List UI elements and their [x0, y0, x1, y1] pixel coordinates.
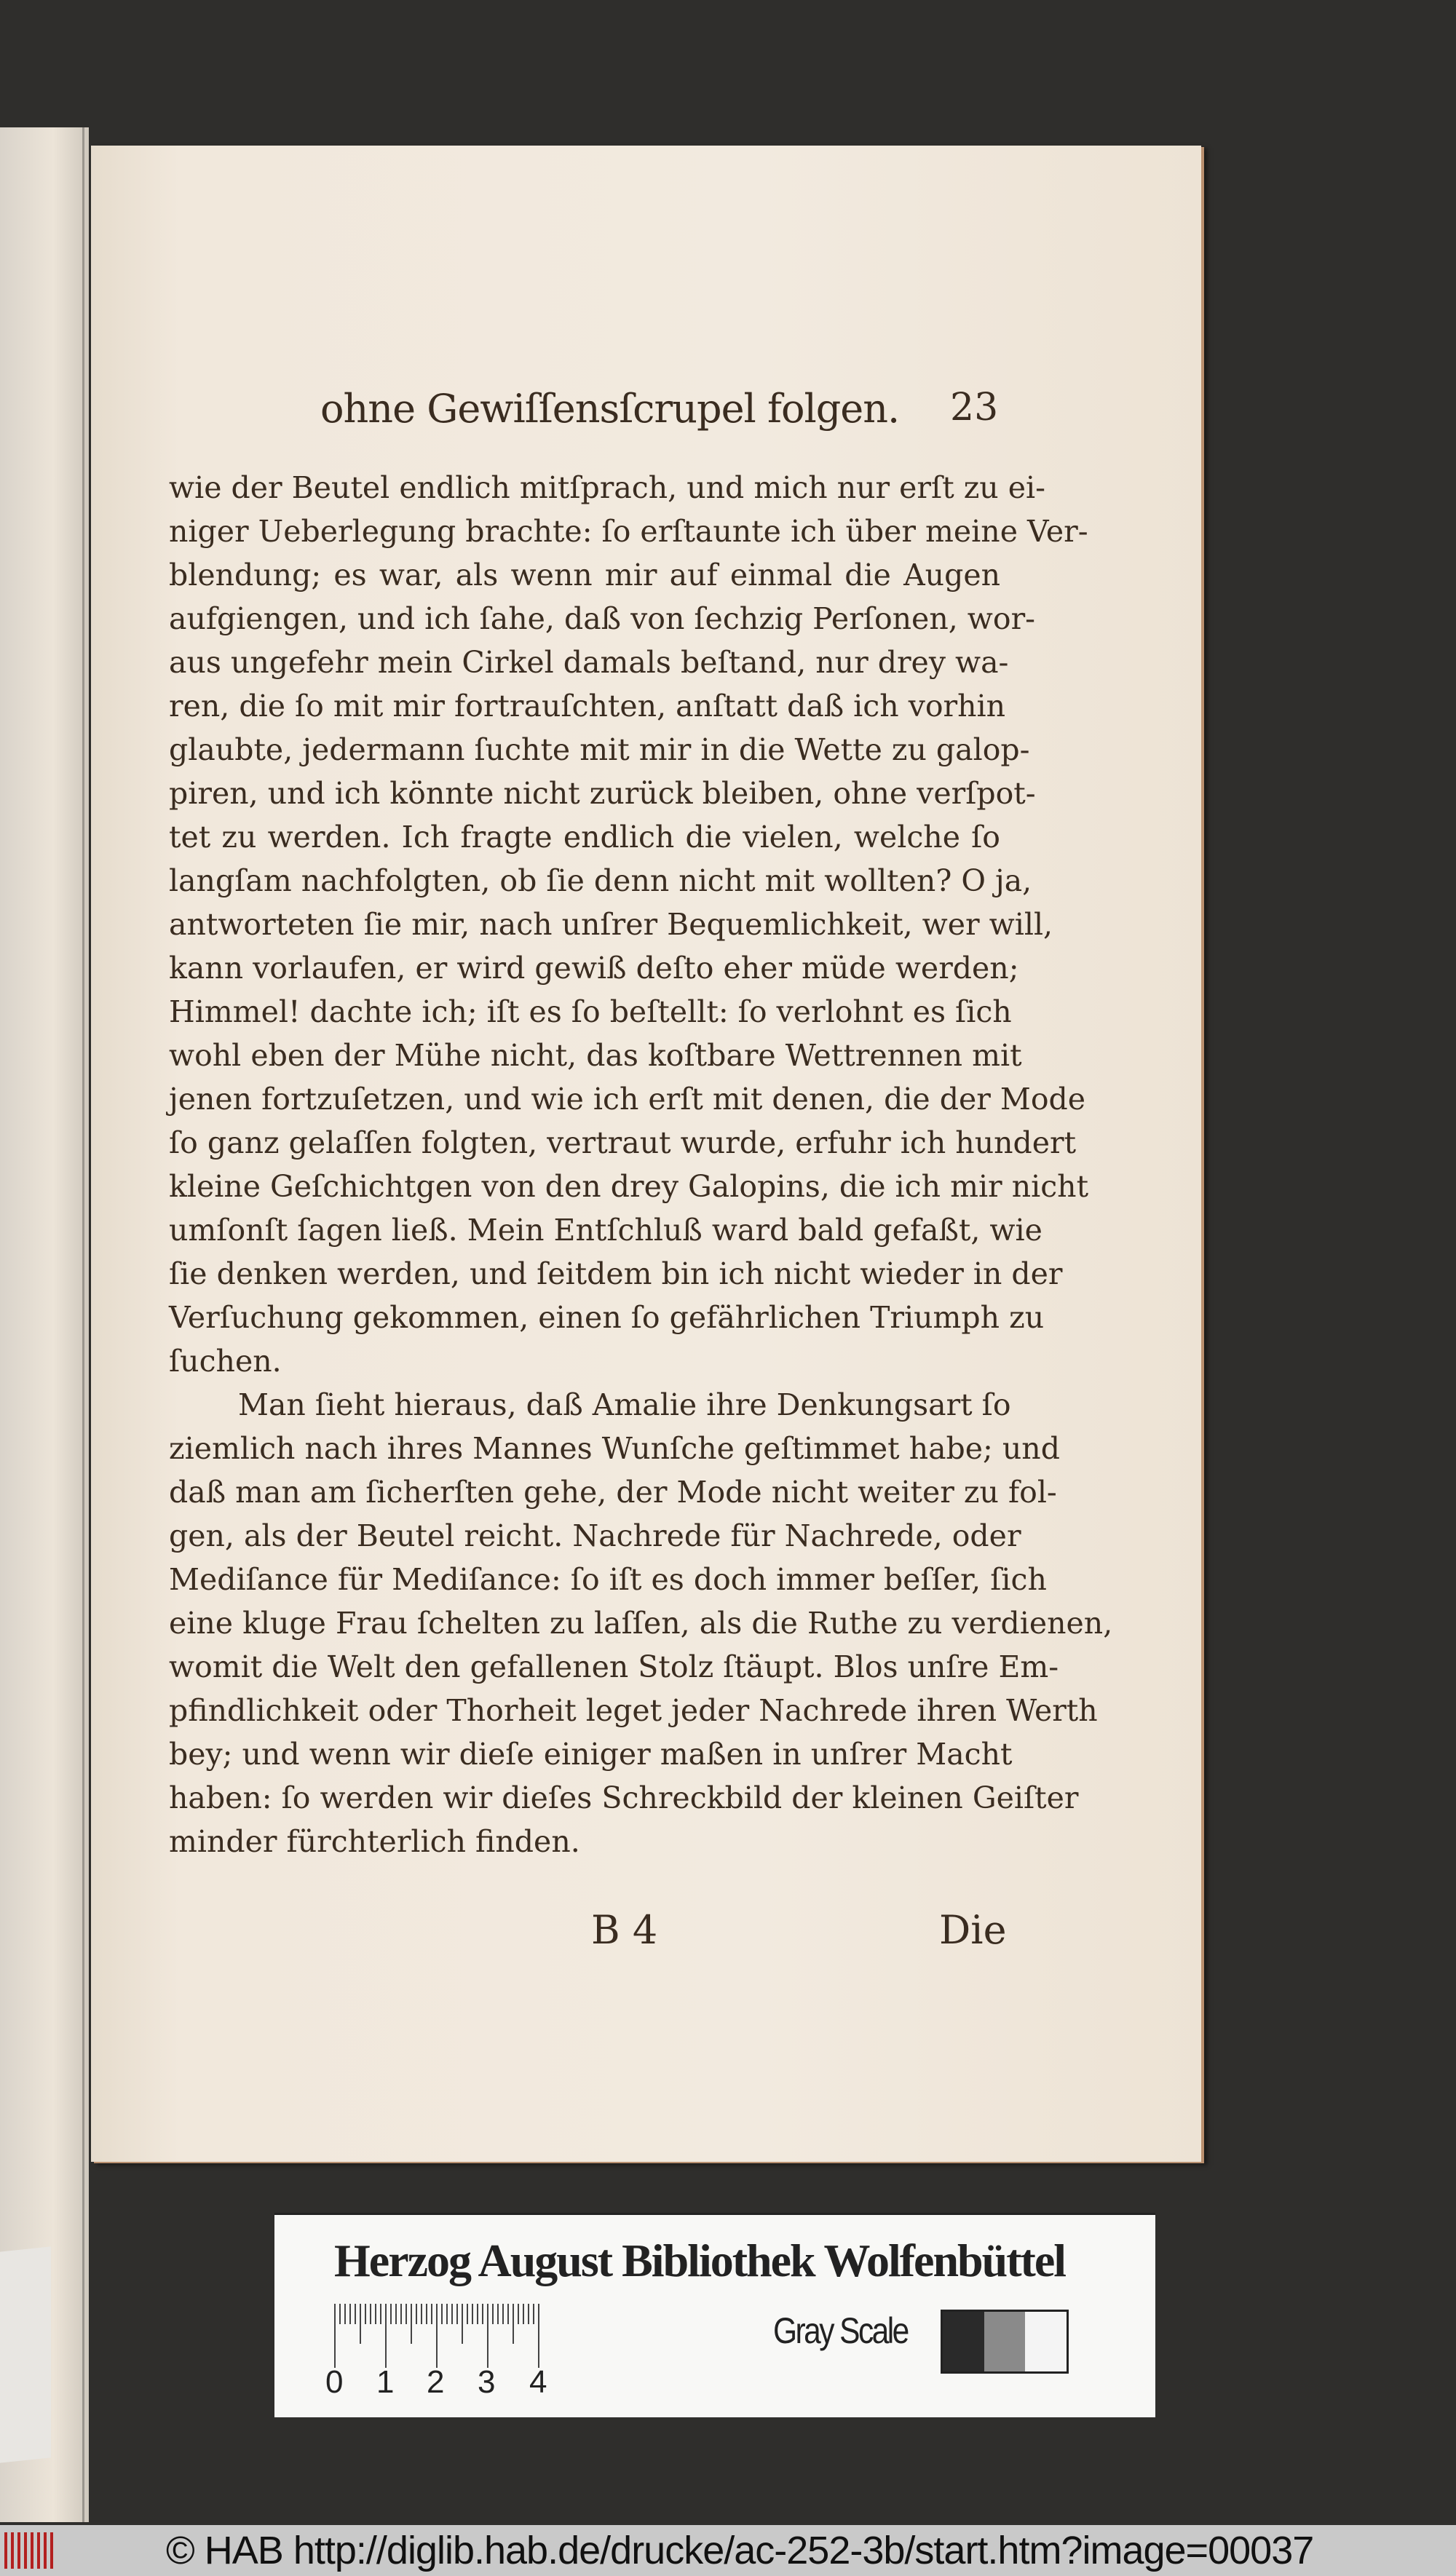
- text-line: jenen fortzuſetzen, und wie ich erſt mit denen, die der Mode: [169, 1082, 1086, 1117]
- library-name: Herzog August Bibliothek Wolfenbüttel: [334, 2235, 1066, 2286]
- ruler-tick: [507, 2304, 509, 2324]
- ruler-tick: [421, 2304, 422, 2324]
- text-line: Man ſieht hieraus, daß Amalie ihre Denkungsart ſo: [238, 1387, 1011, 1422]
- text-line: minder fürchterlich finden.: [169, 1824, 580, 1859]
- text-line: ziemlich nach ihres Mannes Wunſche geſtimmet habe; und: [169, 1431, 1060, 1466]
- ruler-tick: [467, 2304, 468, 2324]
- ruler-tick: [518, 2304, 519, 2324]
- ruler-tick: [523, 2304, 524, 2324]
- text-line: ren, die ſo mit mir fortrauſchten, anſtatt daß ich vorhin: [169, 689, 1006, 724]
- ruler-tick: [533, 2304, 534, 2324]
- text-line: eine kluge Frau ſchelten zu laſſen, als die Ruthe zu verdienen,: [169, 1606, 1113, 1641]
- scale-ruler: [334, 2304, 539, 2369]
- ruler-tick: [487, 2304, 488, 2368]
- running-title: ohne Gewiſſensſcrupel folgen.: [320, 386, 900, 432]
- ruler-tick: [400, 2304, 402, 2324]
- ruler-tick: [528, 2304, 529, 2324]
- ruler-tick: [462, 2304, 463, 2344]
- text-line: kleine Geſchichtgen von den drey Galopins, die ich mir nicht: [169, 1169, 1089, 1204]
- ruler-tick: [411, 2304, 412, 2344]
- text-line: aufgiengen, und ich ſahe, daß von ſechzig Perſonen, wor-: [169, 601, 1036, 636]
- text-line: kann vorlaufen, er wird gewiß deſto eher müde werden;: [169, 951, 1019, 986]
- text-line: Mediſance für Mediſance: ſo iſt es doch immer beſſer, ſich: [169, 1562, 1047, 1597]
- ruler-tick: [395, 2304, 397, 2324]
- ruler-tick: [390, 2304, 392, 2324]
- ruler-tick: [405, 2304, 407, 2324]
- previous-page-edge: [0, 127, 89, 2522]
- text-line: womit die Welt den gefallenen Stolz ſtäupt. Blos unſre Em-: [169, 1649, 1059, 1684]
- ruler-tick: [355, 2304, 356, 2324]
- side-label: [0, 2246, 51, 2462]
- text-line: tet zu werden. Ich fragte endlich die vielen, welche ſo: [169, 820, 1000, 855]
- ruler-number: 0: [325, 2364, 344, 2400]
- text-line: umſonſt ſagen ließ. Mein Entſchluß ward bald gefaßt, wie: [169, 1213, 1042, 1248]
- text-line: antworteten ſie mir, nach unſrer Bequemlichkeit, wer will,: [169, 907, 1053, 942]
- text-line: haben: ſo werden wir dieſes Schreckbild der kleinen Geiſter: [169, 1780, 1079, 1815]
- ruler-tick: [365, 2304, 366, 2324]
- page-number: 23: [950, 386, 999, 429]
- gray-swatch: [1025, 2312, 1067, 2371]
- text-line: bey; und wenn wir dieſe einiger maßen in unſrer Macht: [169, 1737, 1013, 1772]
- ruler-tick: [370, 2304, 371, 2324]
- ruler-tick: [446, 2304, 448, 2324]
- ruler-tick: [497, 2304, 499, 2324]
- text-line: wohl eben der Mühe nicht, das koſtbare Wettrennen mit: [169, 1038, 1022, 1073]
- ruler-tick: [426, 2304, 427, 2324]
- gray-swatch: [943, 2312, 984, 2371]
- ruler-tick: [339, 2304, 341, 2324]
- ruler-tick: [456, 2304, 458, 2324]
- text-line: ſo ganz gelaſſen folgten, vertraut wurde, erfuhr ich hundert: [169, 1125, 1077, 1160]
- gray-scale-label: Gray Scale: [773, 2310, 908, 2351]
- ruler-tick: [416, 2304, 417, 2324]
- text-line: pfindlichkeit oder Thorheit leget jeder Nachrede ihren Werth: [169, 1693, 1098, 1728]
- text-line: Himmel! dachte ich; iſt es ſo beſtellt: ſo verlohnt es ſich: [169, 994, 1012, 1029]
- ruler-tick: [349, 2304, 351, 2324]
- ruler-tick: [513, 2304, 514, 2344]
- ruler-tick: [502, 2304, 504, 2324]
- text-line: aus ungefehr mein Cirkel damals beſtand, nur drey wa-: [169, 645, 1009, 680]
- text-line: ſuchen.: [169, 1344, 282, 1379]
- ruler-tick: [477, 2304, 478, 2324]
- ruler-tick: [385, 2304, 387, 2368]
- ruler-tick: [436, 2304, 438, 2368]
- text-line: gen, als der Beutel reicht. Nachrede für Nachrede, oder: [169, 1518, 1021, 1553]
- text-line: blendung; es war, als wenn mir auf einmal die Augen: [169, 558, 1000, 593]
- ruler-tick: [431, 2304, 432, 2324]
- ruler-number: 4: [529, 2364, 547, 2400]
- gray-scale-swatch: [941, 2310, 1069, 2374]
- ruler-tick: [375, 2304, 376, 2324]
- copyright-text: © HAB http://diglib.hab.de/drucke/ac-252-3b/start.htm?image=00037: [166, 2529, 1314, 2572]
- ruler-tick: [538, 2304, 539, 2368]
- text-line: ſie denken werden, und ſeitdem bin ich nicht wieder in der: [169, 1256, 1063, 1291]
- ruler-tick: [451, 2304, 453, 2324]
- signature-mark: B 4: [591, 1907, 658, 1953]
- ruler-tick: [344, 2304, 346, 2324]
- ruler-tick: [472, 2304, 473, 2324]
- text-line: niger Ueberlegung brachte: ſo erſtaunte ich über meine Ver-: [169, 514, 1088, 549]
- ruler-number: 1: [376, 2364, 395, 2400]
- text-line: Verſuchung gekommen, einen ſo gefährlichen Triumph zu: [169, 1300, 1045, 1335]
- text-line: glaubte, jedermann ſuchte mit mir in die Wette zu galop-: [169, 732, 1030, 767]
- copyright-bar: [0, 2525, 1456, 2576]
- catchword: Die: [939, 1907, 1007, 1953]
- text-line: wie der Beutel endlich mitſprach, und mich nur erſt zu ei-: [169, 470, 1045, 505]
- ruler-tick: [360, 2304, 361, 2344]
- ruler-tick: [380, 2304, 381, 2324]
- hab-logo-icon: [4, 2532, 55, 2569]
- ruler-tick: [334, 2304, 336, 2368]
- ruler-number: 2: [427, 2364, 445, 2400]
- color-calibration-card: [274, 2213, 1155, 2417]
- ruler-tick: [492, 2304, 494, 2324]
- ruler-tick: [482, 2304, 483, 2324]
- text-line: piren, und ich könnte nicht zurück bleiben, ohne verſpot-: [169, 776, 1036, 811]
- text-line: langſam nachfolgten, ob ſie denn nicht mit wollten? O ja,: [169, 863, 1032, 898]
- ruler-tick: [441, 2304, 443, 2324]
- gray-swatch: [984, 2312, 1026, 2371]
- text-line: daß man am ſicherſten gehe, der Mode nicht weiter zu fol-: [169, 1475, 1057, 1510]
- page-body-text: [169, 466, 1113, 1863]
- ruler-number: 3: [478, 2364, 496, 2400]
